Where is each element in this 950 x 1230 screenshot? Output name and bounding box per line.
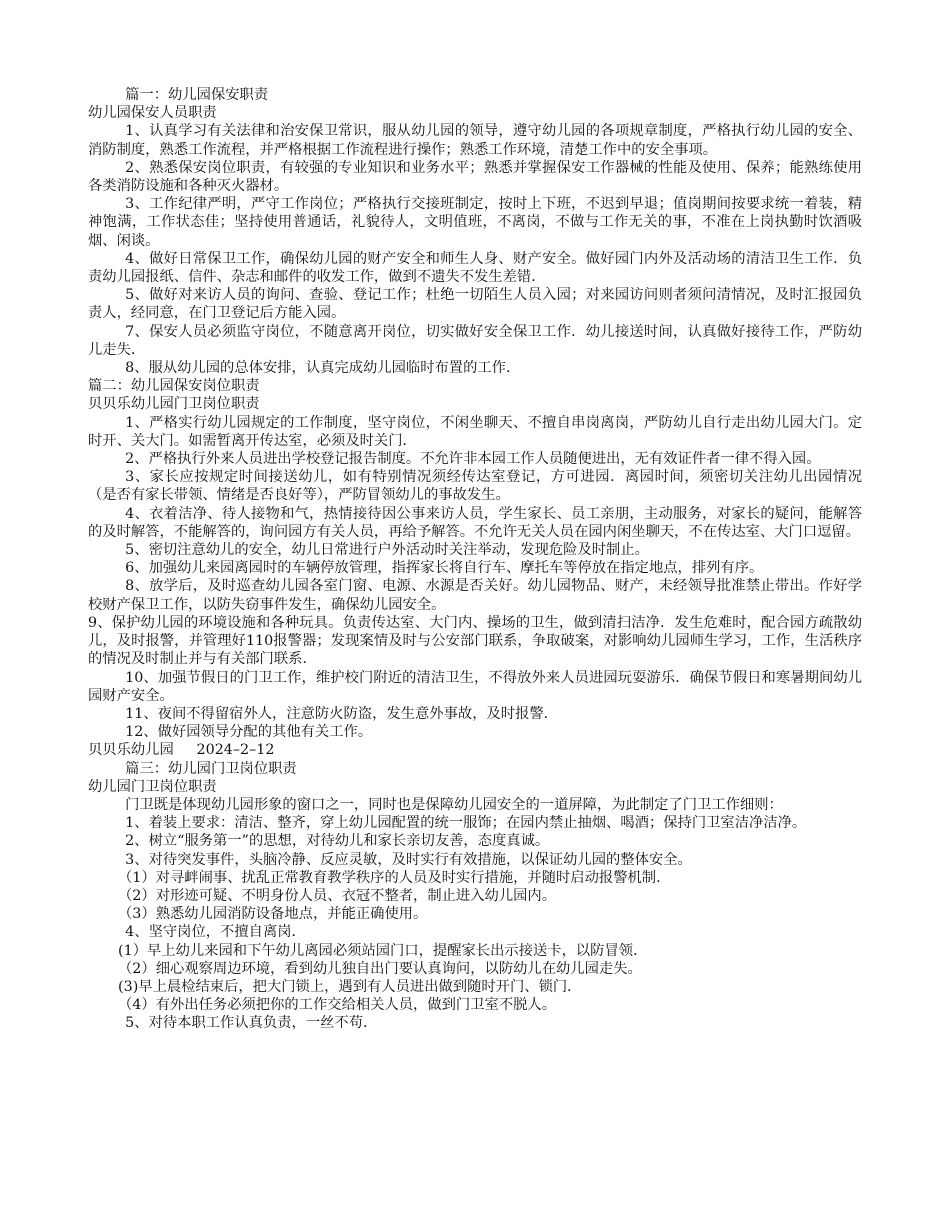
paragraph: 5、密切注意幼儿的安全，幼儿日常进行户外活动时关注举动，发现危险及时制止。 <box>125 542 649 559</box>
paragraph: 7、保安人员必须监守岗位，不随意离开岗位，切实做好安全保卫工作．幼儿接送时间，认真做好接待工作，严防幼儿走失． <box>88 323 862 358</box>
paragraph: 2、严格执行外来人员进出学校登记报告制度。不允许非本园工作人员随便进出，无有效证件者一律不得入园。 <box>125 451 821 468</box>
paragraph: 2、熟悉保安岗位职责，有较强的专业知识和业务水平；熟悉并掌握保安工作器械的性能及使用、保养；能熟练使用各类消防设施和各种灭火器材。 <box>88 159 862 195</box>
section-2-heading: 篇二：幼儿园保安岗位职责 <box>88 378 260 395</box>
section-3-title: 幼儿园门卫岗位职责 <box>88 778 217 795</box>
paragraph: 11、夜间不得留宿外人，注意防火防盗，发生意外事故，及时报警． <box>125 705 558 722</box>
paragraph: 6、加强幼儿来园离园时的车辆停放管理，指挥家长将自行车、摩托车等停放在指定地点，排列有序。 <box>125 560 764 577</box>
paragraph: 1、严格实行幼儿园规定的工作制度，坚守岗位，不闲坐聊天、不擅自串岗离岗，严防幼儿自行走出幼儿园大门。定时开、关大门。如需暂离开传达室，必须及时关门． <box>88 414 862 449</box>
section-1-heading: 篇一：幼儿园保安职责 <box>125 87 269 103</box>
section-1-title: 幼儿园保安人员职责 <box>88 105 217 122</box>
paragraph: 1、认真学习有关法律和治安保卫常识，服从幼儿园的领导，遵守幼儿园的各项规章制度，严格执行幼儿园的安全、消防制度，熟悉工作流程，并严格根据工作流程进行操作；熟悉工作环境，清楚工作中的安全事项。 <box>88 123 862 158</box>
sub-item: (3)早上晨检结束后，把大门锁上，遇到有人员进出做到随时开门、锁门． <box>118 978 582 995</box>
paragraph: 12、做好园领导分配的其他有关工作。 <box>125 724 373 741</box>
paragraph: 3、家长应按规定时间接送幼儿，如有特别情况须经传达室登记，方可进园．离园时间，须密切关注幼儿出园情况（是否有家长带领、情绪是否良好等），严防冒领幼儿的事故发生。 <box>88 469 862 504</box>
sub-item: （3）熟悉幼儿园消防设备地点，并能正确使用。 <box>118 906 428 923</box>
sub-item: （2）细心观察周边环境，看到幼儿独自出门要认真询问，以防幼儿在幼儿园走失。 <box>118 960 642 977</box>
paragraph: 3、对待突发事件，头脑冷静、反应灵敏，及时实行有效措施，以保证幼儿园的整体安全。 <box>125 851 692 868</box>
paragraph: 8、放学后，及时巡查幼儿园各室门窗、电源、水源是否关好。幼儿园物品、财产，未经领导批准禁止带出。作好学校财产保卫工作，以防失窃事件发生，确保幼儿园安全。 <box>88 578 862 613</box>
paragraph: 2、树立“服务第一”的思想，对待幼儿和家长亲切友善，态度真诚。 <box>125 833 550 850</box>
paragraph: 4、坚守岗位，不擅自离岗． <box>125 924 306 941</box>
sub-item: （1）对寻衅闹事、扰乱正常教育教学秩序的人员及时实行措施，并随时启动报警机制． <box>118 869 671 886</box>
paragraph: 4、做好日常保卫工作，确保幼儿园的财产安全和师生人身、财产安全。做好园门内外及活动场的清洁卫生工作．负责幼儿园报纸、信件、杂志和邮件的收发工作，做到不遗失不发生差错． <box>88 250 862 286</box>
paragraph: 门卫既是体现幼儿园形象的窗口之一，同时也是保障幼儿园安全的一道屏障，为此制定了门卫工作细则： <box>125 796 783 813</box>
section-2-title: 贝贝乐幼儿园门卫岗位职责 <box>88 396 260 413</box>
section-3-heading: 篇三：幼儿园门卫岗位职责 <box>125 760 297 777</box>
sub-item: (1）早上幼儿来园和下午幼儿离园必须站园门口，提醒家长出示接送卡，以防冒领． <box>118 942 648 959</box>
paragraph: 8、服从幼儿园的总体安排，认真完成幼儿园临时布置的工作． <box>125 360 521 377</box>
paragraph: 5、做好对来访人员的询问、查验、登记工作；杜绝一切陌生人员入园；对来园访问则者须问清情况，及时汇报园负责人，经同意，在门卫登记后方能入园。 <box>88 287 862 322</box>
paragraph: 1、着装上要求：清洁、整齐，穿上幼儿园配置的统一服饰；在园内禁止抽烟、喝酒；保持门卫室洁净洁净。 <box>125 815 807 832</box>
paragraph: 4、衣着洁净、待人接物和气，热情接待因公事来访人员，学生家长、员工亲朋，主动服务，对家长的疑问，能解答的及时解答，不能解答的，询问园方有关人员，再给予解答。不允许无关人员在园内闲坐聊天，不在传达室、大门口逗留。 <box>88 505 862 540</box>
sub-item: （4）有外出任务必须把你的工作交给相关人员，做到门卫室不脱人。 <box>118 997 557 1014</box>
paragraph: 10、加强节假日的门卫工作，维护校门附近的清洁卫生，不得放外来人员进园玩耍游乐．确保节假日和寒暑期间幼儿园财产安全。 <box>88 669 862 704</box>
paragraph: 5、对待本职工作认真负责，一丝不苟． <box>125 1015 378 1032</box>
paragraph: 9、保护幼儿园的环境设施和各种玩具。负责传达室、大门内、操场的卫生，做到清扫洁净．发生危难时，配合园方疏散幼儿，及时报警，并管理好110报警器；发现案情及时与公安部门联系，争取破案，对影响幼儿园师生学习，工作，生活秩序的情况及时制止并与有关部门联系． <box>88 614 862 668</box>
signature-date: 贝贝乐幼儿园 2024–2–12 <box>88 742 275 759</box>
sub-item: （2）对形迹可疑、不明身份人员、衣冠不整者，制止进入幼儿园内。 <box>118 887 557 904</box>
paragraph: 3、工作纪律严明，严守工作岗位；严格执行交接班制定，按时上下班，不迟到早退；值岗期间按要求统一着装，精神饱满，工作状态佳；坚持使用普通话，礼貌待人，文明值班，不离岗，不做与工作无关的事，不准在上岗执勤时饮酒吸烟、闲谈。 <box>88 196 862 249</box>
